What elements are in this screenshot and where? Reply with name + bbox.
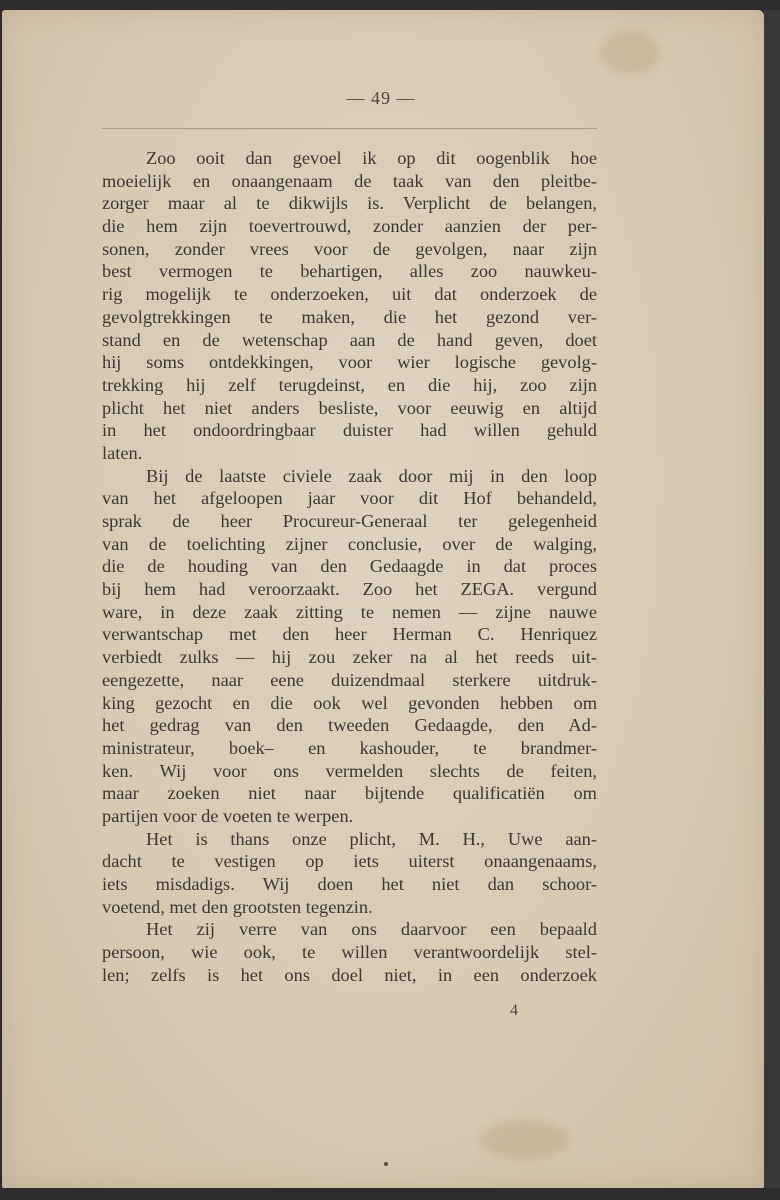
page-number-header: — 49 — bbox=[346, 88, 416, 108]
text-line: het gedrag van den tweeden Gedaagde, den Ad- bbox=[102, 715, 597, 736]
text-line: van het afgeloopen jaar voor dit Hof behandeld, bbox=[102, 488, 597, 509]
text-line: ware, in deze zaak zitting te nemen — zijne nauwe bbox=[102, 601, 597, 622]
text-line: best vermogen te behartigen, alles zoo nauwkeu- bbox=[102, 261, 597, 282]
text-line: gevolgtrekkingen te maken, die het gezond ver- bbox=[102, 306, 597, 327]
text-line: laten. bbox=[102, 442, 143, 463]
ink-speck bbox=[384, 1162, 388, 1166]
text-line: dacht te vestigen op iets uiterst onaangenaams, bbox=[102, 851, 597, 872]
text-line: ken. Wij voor ons vermelden slechts de feiten, bbox=[102, 760, 597, 781]
text-line: voetend, met den grootsten tegenzin. bbox=[102, 896, 373, 917]
bottom-edge bbox=[0, 1188, 780, 1200]
signature-mark: 4 bbox=[510, 1002, 518, 1019]
text-line: iets misdadigs. Wij doen het niet dan schoor- bbox=[102, 874, 597, 894]
text-line: Zoo ooit dan gevoel ik op dit oogenblik hoe bbox=[146, 148, 597, 168]
page-edge bbox=[764, 10, 780, 1200]
text-line: rig mogelijk te onderzoeken, uit dat onderzoek de bbox=[102, 284, 597, 305]
text-line: Het zij verre van ons daarvoor een bepaald bbox=[146, 919, 597, 940]
text-line: die hem zijn toevertrouwd, zonder aanzien der per- bbox=[102, 216, 597, 237]
text-line: persoon, wie ook, te willen verantwoordelijk stel- bbox=[102, 942, 597, 963]
stain bbox=[480, 1120, 570, 1160]
text-line: die de houding van den Gedaagde in dat proces bbox=[102, 556, 597, 577]
text-line: Het is thans onze plicht, M. H., Uwe aan- bbox=[146, 828, 597, 849]
text-line: verwantschap met den heer Herman C. Henriquez bbox=[102, 624, 597, 645]
text-line: plicht het niet anders besliste, voor eeuwig en altijd bbox=[102, 397, 597, 418]
text-line: van de toelichting zijner conclusie, over de walging, bbox=[102, 533, 597, 554]
text-line: moeielijk en onaangenaam de taak van den pleitbe- bbox=[102, 170, 597, 191]
text-line: hij soms ontdekkingen, voor wier logische gevolg- bbox=[102, 352, 597, 373]
text-line: eengezette, naar eene duizendmaal sterkere uitdruk- bbox=[102, 669, 597, 690]
body-text bbox=[102, 147, 597, 986]
text-line: king gezocht en die ook wel gevonden hebben om bbox=[102, 692, 597, 713]
text-line: partijen voor de voeten te werpen. bbox=[102, 805, 354, 826]
stain bbox=[600, 30, 660, 75]
text-line: verbiedt zulks — hij zou zeker na al het reeds uit- bbox=[102, 647, 597, 668]
text-line: sprak de heer Procureur-Generaal ter gelegenheid bbox=[102, 511, 597, 531]
text-line: zorger maar al te dikwijls is. Verplicht de belangen, bbox=[102, 193, 597, 214]
text-line: bij hem had veroorzaakt. Zoo het ZEGA. vergund bbox=[102, 579, 597, 600]
header-rule bbox=[102, 128, 597, 129]
text-line: len; zelfs is het ons doel niet, in een onderzoek bbox=[102, 964, 597, 985]
text-line: trekking hij zelf terugdeinst, en die hij, zoo zijn bbox=[102, 374, 597, 395]
text-line: in het ondoordringbaar duister had willen gehuld bbox=[102, 420, 597, 441]
text-line: maar zoeken niet naar bijtende qualificatiën om bbox=[102, 783, 597, 804]
text-line: stand en de wetenschap aan de hand geven, doet bbox=[102, 329, 597, 350]
text-line: ministrateur, boek– en kashouder, te brandmer- bbox=[102, 737, 597, 758]
text-line: Bij de laatste civiele zaak door mij in den loop bbox=[146, 465, 597, 486]
text-line: sonen, zonder vrees voor de gevolgen, naar zijn bbox=[102, 238, 597, 259]
